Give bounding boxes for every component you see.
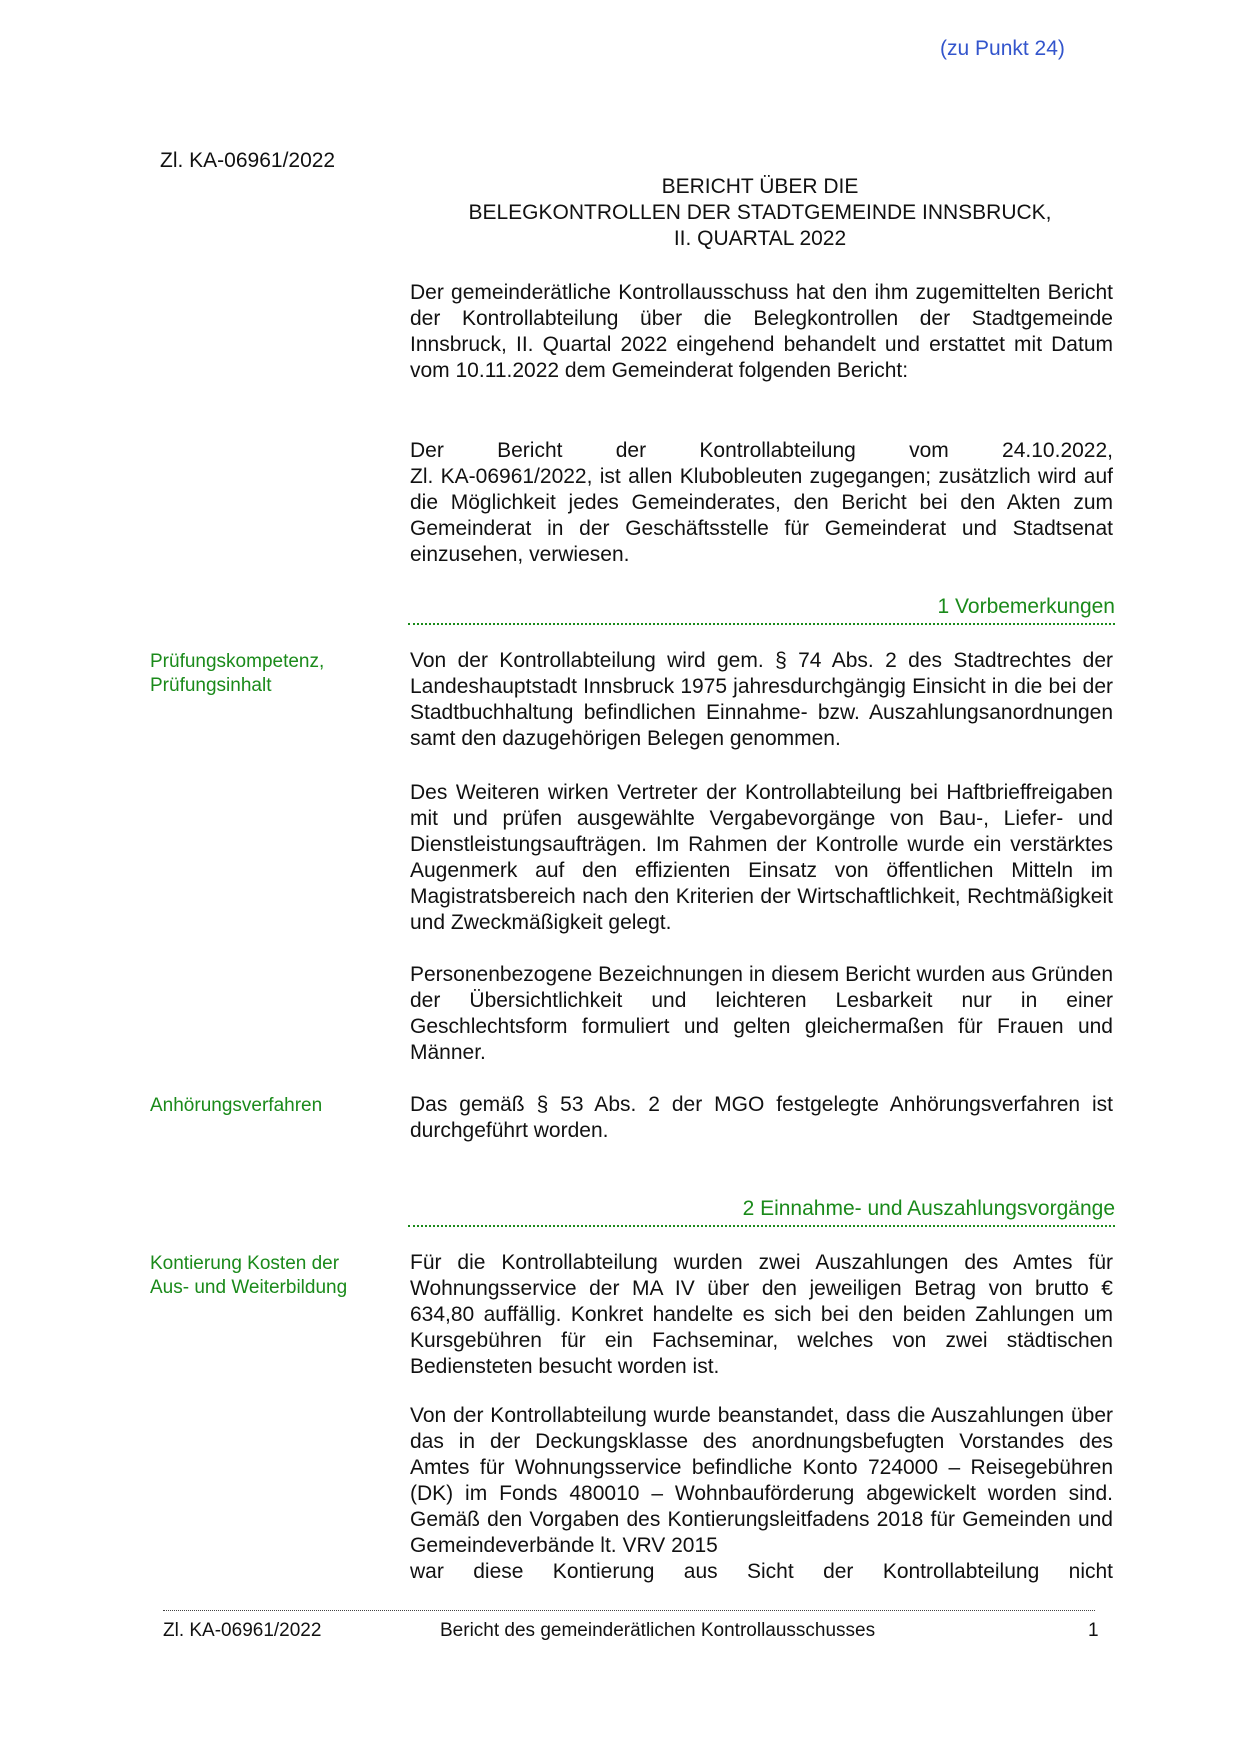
top-note: (zu Punkt 24) [940, 37, 1065, 60]
section-2-heading: 2 Einnahme- und Auszahlungsvorgänge [408, 1197, 1115, 1227]
section-2-paragraph-1: Für die Kontrollabteilung wurden zwei Auszahlungen des Amtes für Wohnungsservice der MA IV über den jeweiligen Betrag von brutto € 634,80 auffällig. Konkret handelte es sich bei den beiden Zahlungen um Kursgebühren für ein Fachseminar, welches von zwei städtischen Bediensteten besucht worden ist. [410, 1251, 1113, 1378]
margin-note-pruefungskompetenz [150, 650, 324, 698]
title-line-2: BELEGKONTROLLEN DER STADTGEMEINDE INNSBRUCK, [468, 201, 1052, 224]
intro-paragraph-2-rest: Zl. KA-06961/2022, ist allen Klubobleuten zugegangen; zusätzlich wird auf die Möglichkeit jedes Gemeinderates, den Bericht bei den Akten zum Gemeinderat in der Geschäftsstelle für Gemeinderat und Stadtsenat einzusehen, verwiesen. [410, 465, 1113, 566]
margin-note-kontierung [150, 1252, 347, 1300]
section-1-paragraph-4: Das gemäß § 53 Abs. 2 der MGO festgelegte Anhörungsverfahren ist durchgeführt worden. [410, 1093, 1113, 1142]
section-2-paragraph-2-main: Von der Kontrollabteilung wurde beanstandet, dass die Auszahlungen über das in der Deckungsklasse des anordnungsbefugten Vorstandes des Amtes für Wohnungsservice befindliche Konto 724000 – Reisegebühren (DK) im Fonds 480010 – Wohnbauförderung abgewickelt worden sind. Gemäß den Vorgaben des Kontierungsleitfadens 2018 für Gemeinden und Gemeindeverbände lt. VRV 2015 [410, 1404, 1113, 1557]
section-2-paragraph-2 [410, 1403, 1113, 1585]
file-number: Zl. KA-06961/2022 [160, 149, 336, 172]
title-line-3: II. QUARTAL 2022 [673, 227, 847, 250]
margin-note-anhoerungsverfahren: Anhörungsverfahren [150, 1095, 323, 1116]
footer-divider [163, 1610, 1095, 1611]
section-1-paragraph-2: Des Weiteren wirken Vertreter der Kontrollabteilung bei Haftbrieffreigaben mit und prüfen ausgewählte Vergabevorgänge von Bau-, Liefer- und Dienstleistungsaufträgen. Im Rahmen der Kontrolle wurde ein verstärktes Augenmerk auf den effizienten Einsatz von öffentlichen Mitteln im Magistratsbereich nach den Kriterien der Wirtschaftlichkeit, Rechtmäßigkeit und Zweckmäßigkeit gelegt. [410, 781, 1113, 934]
report-title [410, 174, 1110, 252]
section-2-paragraph-2-last-line: war diese Kontierung aus Sicht der Kontrollabteilung nicht [410, 1560, 1113, 1583]
footer-file-number: Zl. KA-06961/2022 [163, 1620, 322, 1641]
intro-paragraph-1: Der gemeinderätliche Kontrollausschuss hat den ihm zugemittelten Bericht der Kontrollabteilung über die Belegkontrollen der Stadtgemeinde Innsbruck, II. Quartal 2022 eingehend behandelt und erstattet mit Datum vom 10.11.2022 dem Gemeinderat folgenden Bericht: [410, 281, 1113, 382]
margin-note-line-2: Prüfungsinhalt [150, 675, 272, 696]
intro-paragraph-2-first-line: Der Bericht der Kontrollabteilung vom 24.10.2022, [410, 439, 1113, 462]
section-1-heading: 1 Vorbemerkungen [408, 595, 1115, 625]
section-1-paragraph-1: Von der Kontrollabteilung wird gem. § 74 Abs. 2 des Stadtrechtes der Landeshauptstadt Innsbruck 1975 jahresdurchgängig Einsicht in die bei der Stadtbuchhaltung befindlichen Einnahme- bzw. Auszahlungsanordnungen samt den dazugehörigen Belegen genommen. [410, 649, 1113, 750]
section-1-paragraph-3: Personenbezogene Bezeichnungen in diesem Bericht wurden aus Gründen der Übersichtlichkeit und leichteren Lesbarkeit nur in einer Geschlechtsform formuliert und gelten gleichermaßen für Frauen und Männer. [410, 963, 1113, 1064]
margin-note-line-1: Prüfungskompetenz, [150, 651, 325, 672]
margin-note-line-2: Aus- und Weiterbildung [150, 1277, 348, 1298]
page-number: 1 [1088, 1620, 1099, 1641]
intro-paragraph-2 [410, 438, 1113, 568]
footer-title: Bericht des gemeinderätlichen Kontrollausschusses [440, 1620, 876, 1641]
title-line-1: BERICHT ÜBER DIE [661, 175, 859, 198]
margin-note-line-1: Kontierung Kosten der [150, 1253, 340, 1274]
